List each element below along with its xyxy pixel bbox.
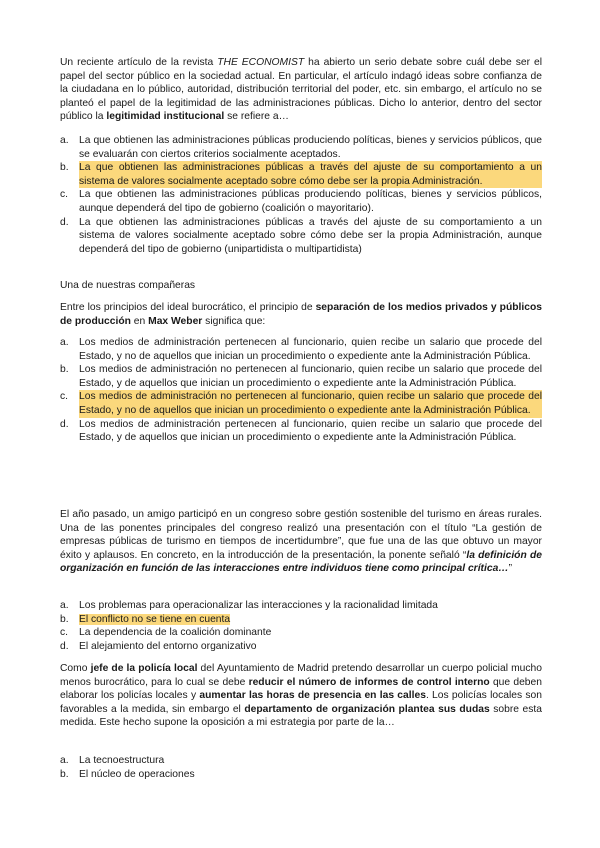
option-c: c. La dependencia de la coalición dominante — [60, 627, 272, 639]
option-c: c. La que obtienen las administraciones públicas produciendo políticas, bienes y servicios públicos, aunque dependerá del tipo de gobierno (coalición o mayoritario). — [60, 189, 542, 214]
question-4-options — [60, 754, 542, 781]
question-1-options — [60, 134, 542, 256]
magazine-name: THE ECONOMIST — [217, 57, 305, 68]
question-2-options — [60, 336, 542, 445]
question-1-stem: Un reciente artículo de la revista THE ECONOMIST ha abierto un serio debate sobre cuál debe ser el papel del sector público en la sociedad actual. En particular, el artículo indagó ideas sobre confianza de la ciudadana en lo público, autoridad, distribución territorial del poder, etc. sin embargo, el artículo no se planteó el papel de la legitimidad de las administraciones públicas. Dicho lo anterior, dentro del sector público la legitimidad institucional se refiere a… — [60, 57, 542, 123]
option-b-highlighted: b. El conflicto no se tiene en cuenta — [60, 613, 231, 625]
question-3-stem: El año pasado, un amigo participó en un congreso sobre gestión sostenible del turismo en áreas rurales. Una de las ponentes principales del congreso realizó una presentación con el título “La gestión de empresas públicas de turismo en tiempos de incertidumbre”, que fue una de las que obtuvo un mayor éxito y aplausos. En concreto, en la introducción de la presentación, la ponente señaló “la definición de organización en función de las interacciones entre individuos tiene como principal crítica…” — [60, 509, 542, 575]
option-a: a. La que obtienen las administraciones públicas produciendo políticas, bienes y servicios públicos, que se evaluarán con ciertos criterios socialmente aceptados. — [60, 135, 542, 160]
question-2-stem: Entre los principios del ideal burocrático, el principio de separación de los medios privados y públicos de producción en Max Weber significa que: — [60, 302, 542, 327]
option-a: a. Los problemas para operacionalizar las interacciones y la racionalidad limitada — [60, 600, 438, 611]
question-4-stem: Como jefe de la policía local del Ayuntamiento de Madrid pretendo desarrollar un cuerpo policial mucho menos burocrático, para lo cual se debe reducir el número de informes de control interno que deben elaborar los policías locales y aumentar las horas de presencia en las calles. Los policías locales son favorables a la medida, sin embargo el departamento de organización plantea sus dudas sobre esta medida. Este hecho supone la oposición a mi estrategia por parte de la… — [60, 663, 542, 729]
option-b-highlighted: b. La que obtienen las administraciones públicas a través del ajuste de su comportamiento a un sistema de valores socialmente aceptado sobre cómo debe ser la propia Administración. — [60, 162, 542, 187]
question-3-options — [60, 599, 542, 653]
option-d: d. Los medios de administración pertenecen al funcionario, quien recibe un salario que procede del Estado, y de aquellos que inician un procedimiento o expediente ante la Administración Pública. — [60, 418, 542, 444]
option-d: d. El alejamiento del entorno organizativo — [60, 640, 257, 652]
option-c-highlighted: c. Los medios de administración no pertenecen al funcionario, quien recibe un salario que procede del Estado, y no de aquellos que inician un procedimiento o expediente ante la Administración Pública. — [60, 391, 542, 416]
option-a: a. La tecnoestructura — [60, 755, 165, 766]
option-b: b. Los medios de administración no pertenecen al funcionario, quien recibe un salario que procede del Estado, y de aquellos que inician un procedimiento o expediente ante la Administración Pública. — [60, 364, 542, 389]
option-d: d. La que obtienen las administraciones públicas a través del ajuste de su comportamiento a un sistema de valores socialmente aceptado sobre cómo debe ser la propia Administración, aunque dependerá del tipo de gobierno (unipartidista o multipartidista) — [60, 216, 542, 255]
comment-note: Una de nuestras compañeras — [60, 280, 196, 291]
option-a: a. Los medios de administración pertenecen al funcionario, quien recibe un salario que procede del Estado, y no de aquellos que inician un procedimiento o expediente ante la Administración Pública. — [60, 337, 542, 362]
option-b: b. El núcleo de operaciones — [60, 768, 195, 780]
